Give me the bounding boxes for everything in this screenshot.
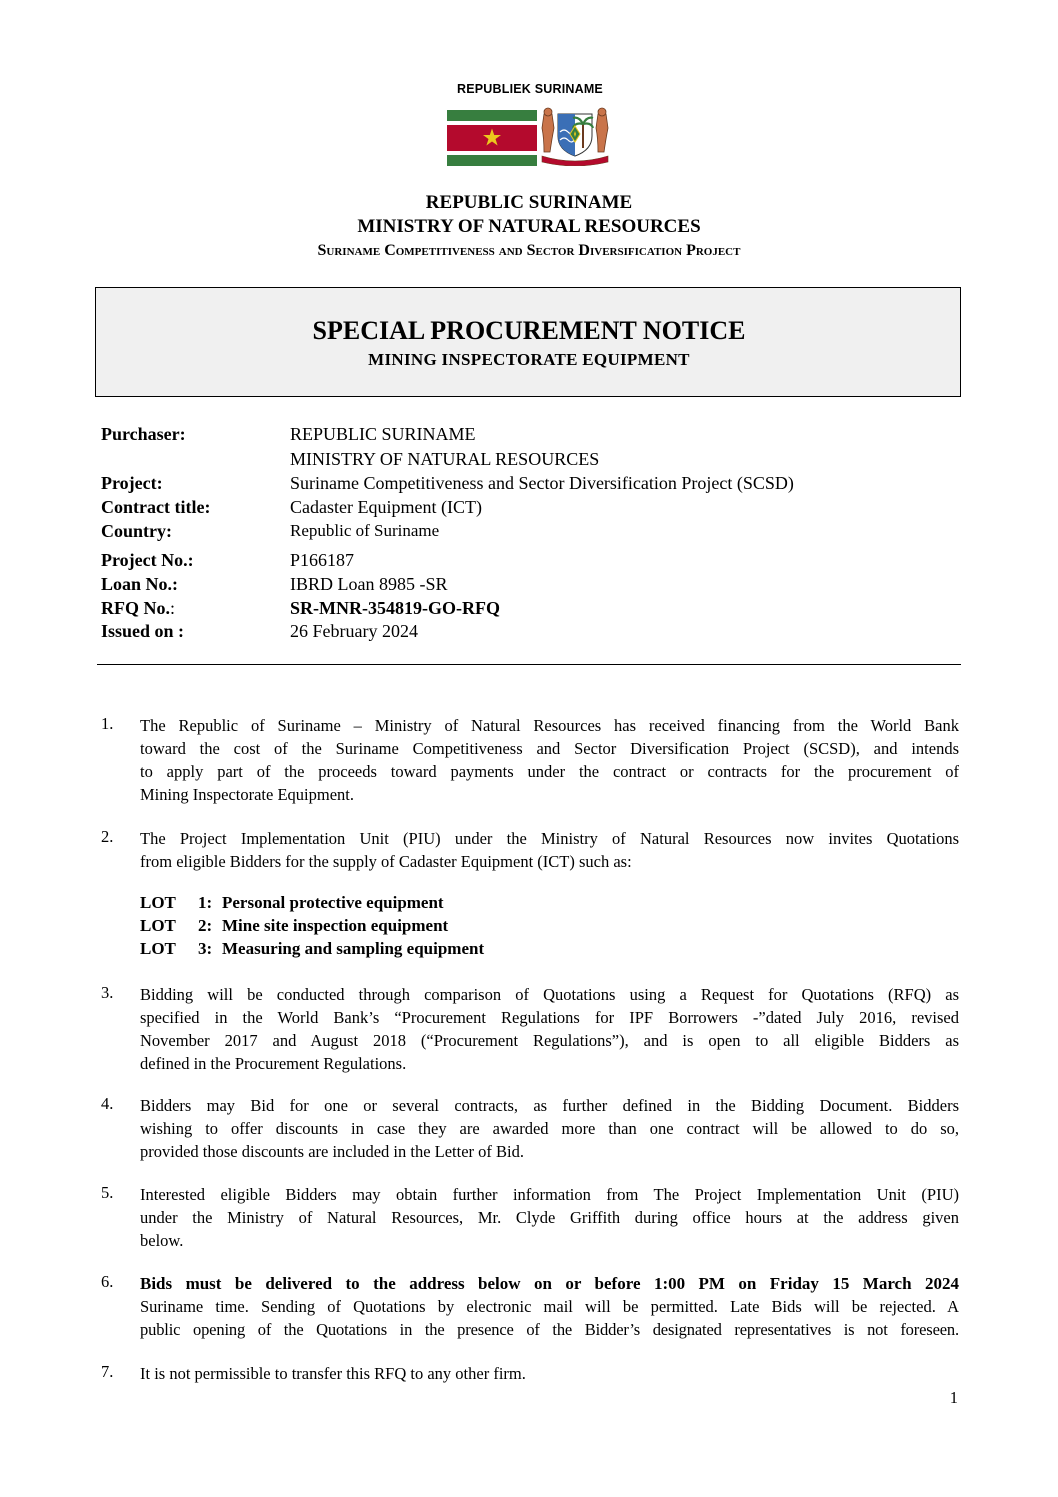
emblem-label: REPUBLIEK SURINAME [457, 82, 603, 96]
purchaser-label: Purchaser: [101, 424, 186, 444]
project-label: Project: [101, 473, 163, 493]
lot-item: LOT 1: Personal protective equipment [140, 893, 444, 912]
paragraph-number: 1. [101, 714, 114, 733]
loan-no-value: IBRD Loan 8985 -SR [290, 574, 448, 594]
rfq-no-label: RFQ No.: [101, 598, 176, 618]
paragraph-number: 4. [101, 1094, 114, 1113]
lot-item: LOT 2: Mine site inspection equipment [140, 916, 449, 935]
header-ministry: MINISTRY OF NATURAL RESOURCES [357, 216, 701, 237]
page-number: 1 [949, 1388, 958, 1407]
suriname-flag-icon [447, 110, 537, 166]
lot-item: LOT 3: Measuring and sampling equipment [140, 939, 485, 958]
country-label: Country: [101, 521, 172, 541]
paragraph-7: It is not permissible to transfer this RFQ to any other firm. [140, 1364, 526, 1383]
header-country: REPUBLIC SURINAME [425, 192, 633, 213]
paragraph-number: 6. [101, 1272, 114, 1291]
purchaser-value-ministry: MINISTRY OF NATURAL RESOURCES [290, 449, 600, 469]
paragraph-1: The Republic of Suriname – Ministry of Natural Resources has received financing from the World Bank toward the cost of the Suriname Competitiveness and Sector Diversification Project (SCSD), and intends to apply part of the proceeds toward payments under the contract or contracts for the procurement of Mining Inspectorate Equipment. [140, 716, 959, 804]
project-value: Suriname Competitiveness and Sector Diversification Project (SCSD) [290, 473, 794, 493]
paragraph-2: The Project Implementation Unit (PIU) under the Ministry of Natural Resources now invites Quotations from eligible Bidders for the supply of Cadaster Equipment (ICT) such as: [140, 829, 959, 871]
loan-no-label: Loan No.: [101, 574, 179, 594]
notice-title: SPECIAL PROCUREMENT NOTICE [312, 316, 746, 345]
contract-title-label: Contract title: [101, 497, 211, 517]
header-project: Suriname Competitiveness and Sector Diversification Project [317, 242, 741, 259]
issued-on-label: Issued on : [101, 621, 185, 641]
country-value: Republic of Suriname [290, 521, 440, 540]
project-no-label: Project No.: [101, 550, 194, 570]
paragraph-5: Interested eligible Bidders may obtain further information from The Project Implementation Unit (PIU) under the Ministry of Natural Resources, Mr. Clyde Griffith during office hours at the address given below. [140, 1185, 959, 1250]
paragraph-number: 7. [101, 1362, 114, 1381]
purchaser-value: REPUBLIC SURINAME [290, 424, 476, 444]
issued-on-value: 26 February 2024 [290, 621, 418, 641]
contract-title-value: Cadaster Equipment (ICT) [290, 497, 482, 517]
coat-of-arms-icon [538, 104, 612, 166]
paragraph-6: Bids must be delivered to the address below on or before 1:00 PM on Friday 15 March 2024 Suriname time. Sending of Quotations by electronic mail will be permitted. Late Bids will be rejected. A public opening of the Quotations in the presence of the Bidder’s designated representatives is not foreseen. [140, 1274, 959, 1339]
divider-line [97, 664, 961, 665]
paragraph-number: 5. [101, 1183, 114, 1202]
rfq-no-value: SR-MNR-354819-GO-RFQ [290, 598, 500, 618]
paragraph-number: 2. [101, 827, 114, 846]
paragraph-3: Bidding will be conducted through comparison of Quotations using a Request for Quotations (RFQ) as specified in the World Bank’s “Procurement Regulations for IPF Borrowers -”dated July 2016, revised November 2017 and August 2018 (“Procurement Regulations”), and is open to all eligible Bidders as defined in the Procurement Regulations. [140, 985, 959, 1073]
notice-subtitle: MINING INSPECTORATE EQUIPMENT [368, 350, 690, 369]
paragraph-number: 3. [101, 983, 114, 1002]
paragraph-4: Bidders may Bid for one or several contracts, as further defined in the Bidding Document. Bidders wishing to offer discounts in case they are awarded more than one contract will be allowed to do so, provided those discounts are included in the Letter of Bid. [140, 1096, 959, 1161]
project-no-value: P166187 [290, 550, 355, 570]
